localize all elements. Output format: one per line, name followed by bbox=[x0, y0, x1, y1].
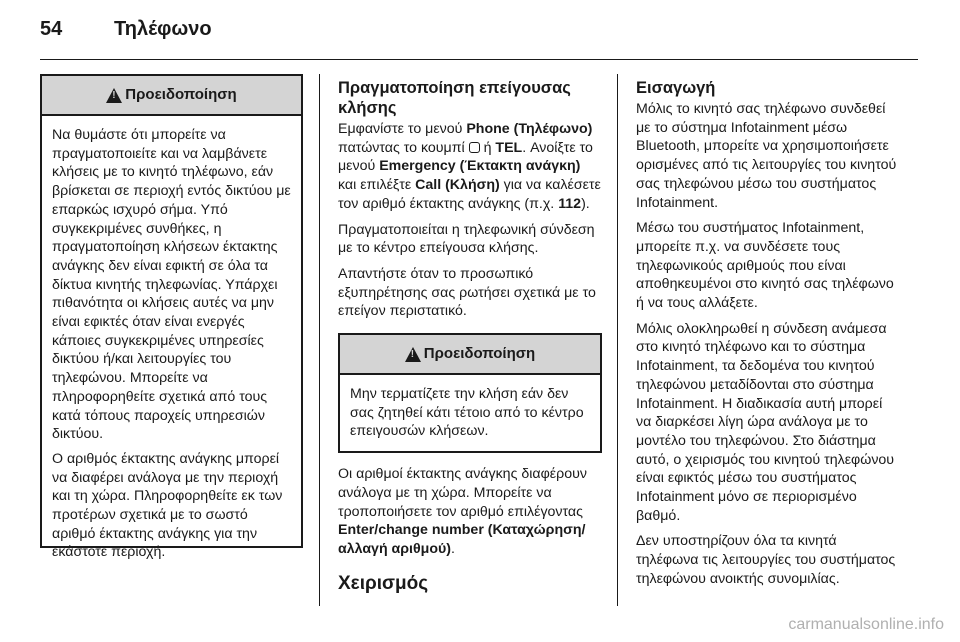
section-heading-operation: Χειρισμός bbox=[338, 572, 429, 594]
body-paragraph: Απαντήστε όταν το προσωπικό εξυπηρέτησης σας ρωτήσει σχετικά με το επείγον περιστατικό. bbox=[338, 265, 596, 320]
warning-header bbox=[42, 76, 301, 116]
watermark: carmanualsonline.info bbox=[788, 616, 944, 633]
warning-body bbox=[340, 375, 600, 451]
column-2 bbox=[338, 78, 602, 593]
section-heading-emergency-call: Πραγματοποίηση επείγουσας κλήσης bbox=[338, 79, 571, 117]
warning-box bbox=[338, 333, 602, 453]
warning-title: Προειδοποίηση bbox=[423, 344, 536, 362]
warning-header bbox=[340, 335, 600, 375]
warning-body bbox=[42, 116, 301, 576]
phone-button-icon bbox=[469, 142, 480, 153]
column-divider-2 bbox=[617, 74, 618, 606]
page-title: Τηλέφωνο bbox=[114, 18, 212, 40]
warning-paragraph: Μην τερματίζετε την κλήση εάν δεν σας ζητηθεί κάτι τέτοιο από το κέντρο επειγουσών κλήσεων. bbox=[350, 386, 584, 440]
body-paragraph: Πραγματοποιείται η τηλεφωνική σύνδεση με το κέντρο επείγουσα κλήσης. bbox=[338, 221, 595, 257]
warning-box bbox=[40, 74, 303, 561]
warning-paragraph: Ο αριθμός έκτακτης ανάγκης μπορεί να διαφέρει ανάλογα με την περιοχή και τη χώρα. Πληροφορηθείτε εκ των προτέρων σχετικά με το σωστό αριθμό έκτακτης ανάγκης για την εκάστοτε περιοχή. bbox=[52, 450, 283, 561]
body-paragraph: Μόλις ολοκληρωθεί η σύνδεση ανάμεσα στο κινητό τηλέφωνο και το σύστημα Infotainment, τα δεδομένα του κινητού τηλεφώνου μεταδίδονται στο σύστημα Infotainment. Η διαδικασία αυτή μπορεί να διαρκέσει λίγη ώρα ανάλογα με το μοντέλο του τηλεφώνου. Στο διάστημα αυτό, ο χειρισμός του κινητού τηλεφώνου είναι εφικτός μέσω του συστήματος Infotainment μόνο σε περιορισμένο βαθμό. bbox=[636, 320, 895, 524]
body-paragraph: Μέσω του συστήματος Infotainment, μπορείτε π.χ. να συνδέσετε τους τηλεφωνικούς αριθμούς που είναι αποθηκευμένοι στο κινητό σας τηλέφωνο ή να τους αλλάξετε. bbox=[636, 220, 894, 312]
warning-triangle-icon bbox=[106, 88, 122, 103]
header-rule bbox=[40, 59, 918, 60]
body-paragraph: Μόλις το κινητό σας τηλέφωνο συνδεθεί με το σύστημα Infotainment μέσω Bluetooth, μπορείτε να χρησιμοποιήσετε ορισμένες από τις λειτουργίες του κινητού σας τηλεφώνου μέσω του συστήματος Infotainment. bbox=[636, 101, 897, 211]
page-number: 54 bbox=[40, 18, 63, 40]
body-paragraph: Οι αριθμοί έκτακτης ανάγκης διαφέρουν ανάλογα με τη χώρα. Μπορείτε να τροποποιήσετε τον αριθμό επιλέγοντας Enter/change number (Καταχώρηση/αλλαγή αριθμού). bbox=[338, 466, 587, 557]
warning-title: Προειδοποίηση bbox=[125, 85, 237, 103]
body-paragraph: Δεν υποστηρίζουν όλα τα κινητά τηλέφωνα τις λειτουργίες του συστήματος τηλεφώνου ανοικτής συνομιλίας. bbox=[636, 533, 896, 587]
column-divider-1 bbox=[319, 74, 320, 606]
warning-triangle-icon bbox=[405, 347, 421, 362]
body-paragraph: Εμφανίστε το μενού Phone (Τηλέφωνο) πατώντας το κουμπί ή TEL. Ανοίξτε το μενού Emergency (Έκτακτη ανάγκη) και επιλέξτε Call (Κλήση) για να καλέσετε τον αριθμό έκτακτης ανάγκης (π.χ. 112). bbox=[338, 121, 601, 212]
column-1 bbox=[40, 74, 303, 561]
warning-paragraph: Να θυμάστε ότι μπορείτε να πραγματοποιείτε και να λαμβάνετε κλήσεις με το κινητό τηλέφωνο, εάν βρίσκεται σε περιοχή εντός δικτύου με επαρκώς ισχυρό σήμα. Υπό συγκεκριμένες συνθήκες, η πραγματοποίηση κλήσεων έκτακτης ανάγκης δεν είναι εφικτή σε όλα τα δίκτυα κινητής τηλεφωνίας. Υπάρχει πιθανότητα οι κλήσεις αυτές να μην είναι εφικτές όταν είναι ενεργές κάποιες συγκεκριμένες υπηρεσίες δικτύου ή/και λειτουργίες του τηλεφώνου. Μπορείτε να πληροφορηθείτε σχετικά από τους κατά τόπους παροχείς υπηρεσιών δικτύου. bbox=[52, 127, 291, 443]
section-heading-introduction: Εισαγωγή bbox=[636, 79, 716, 97]
column-3 bbox=[636, 78, 900, 596]
